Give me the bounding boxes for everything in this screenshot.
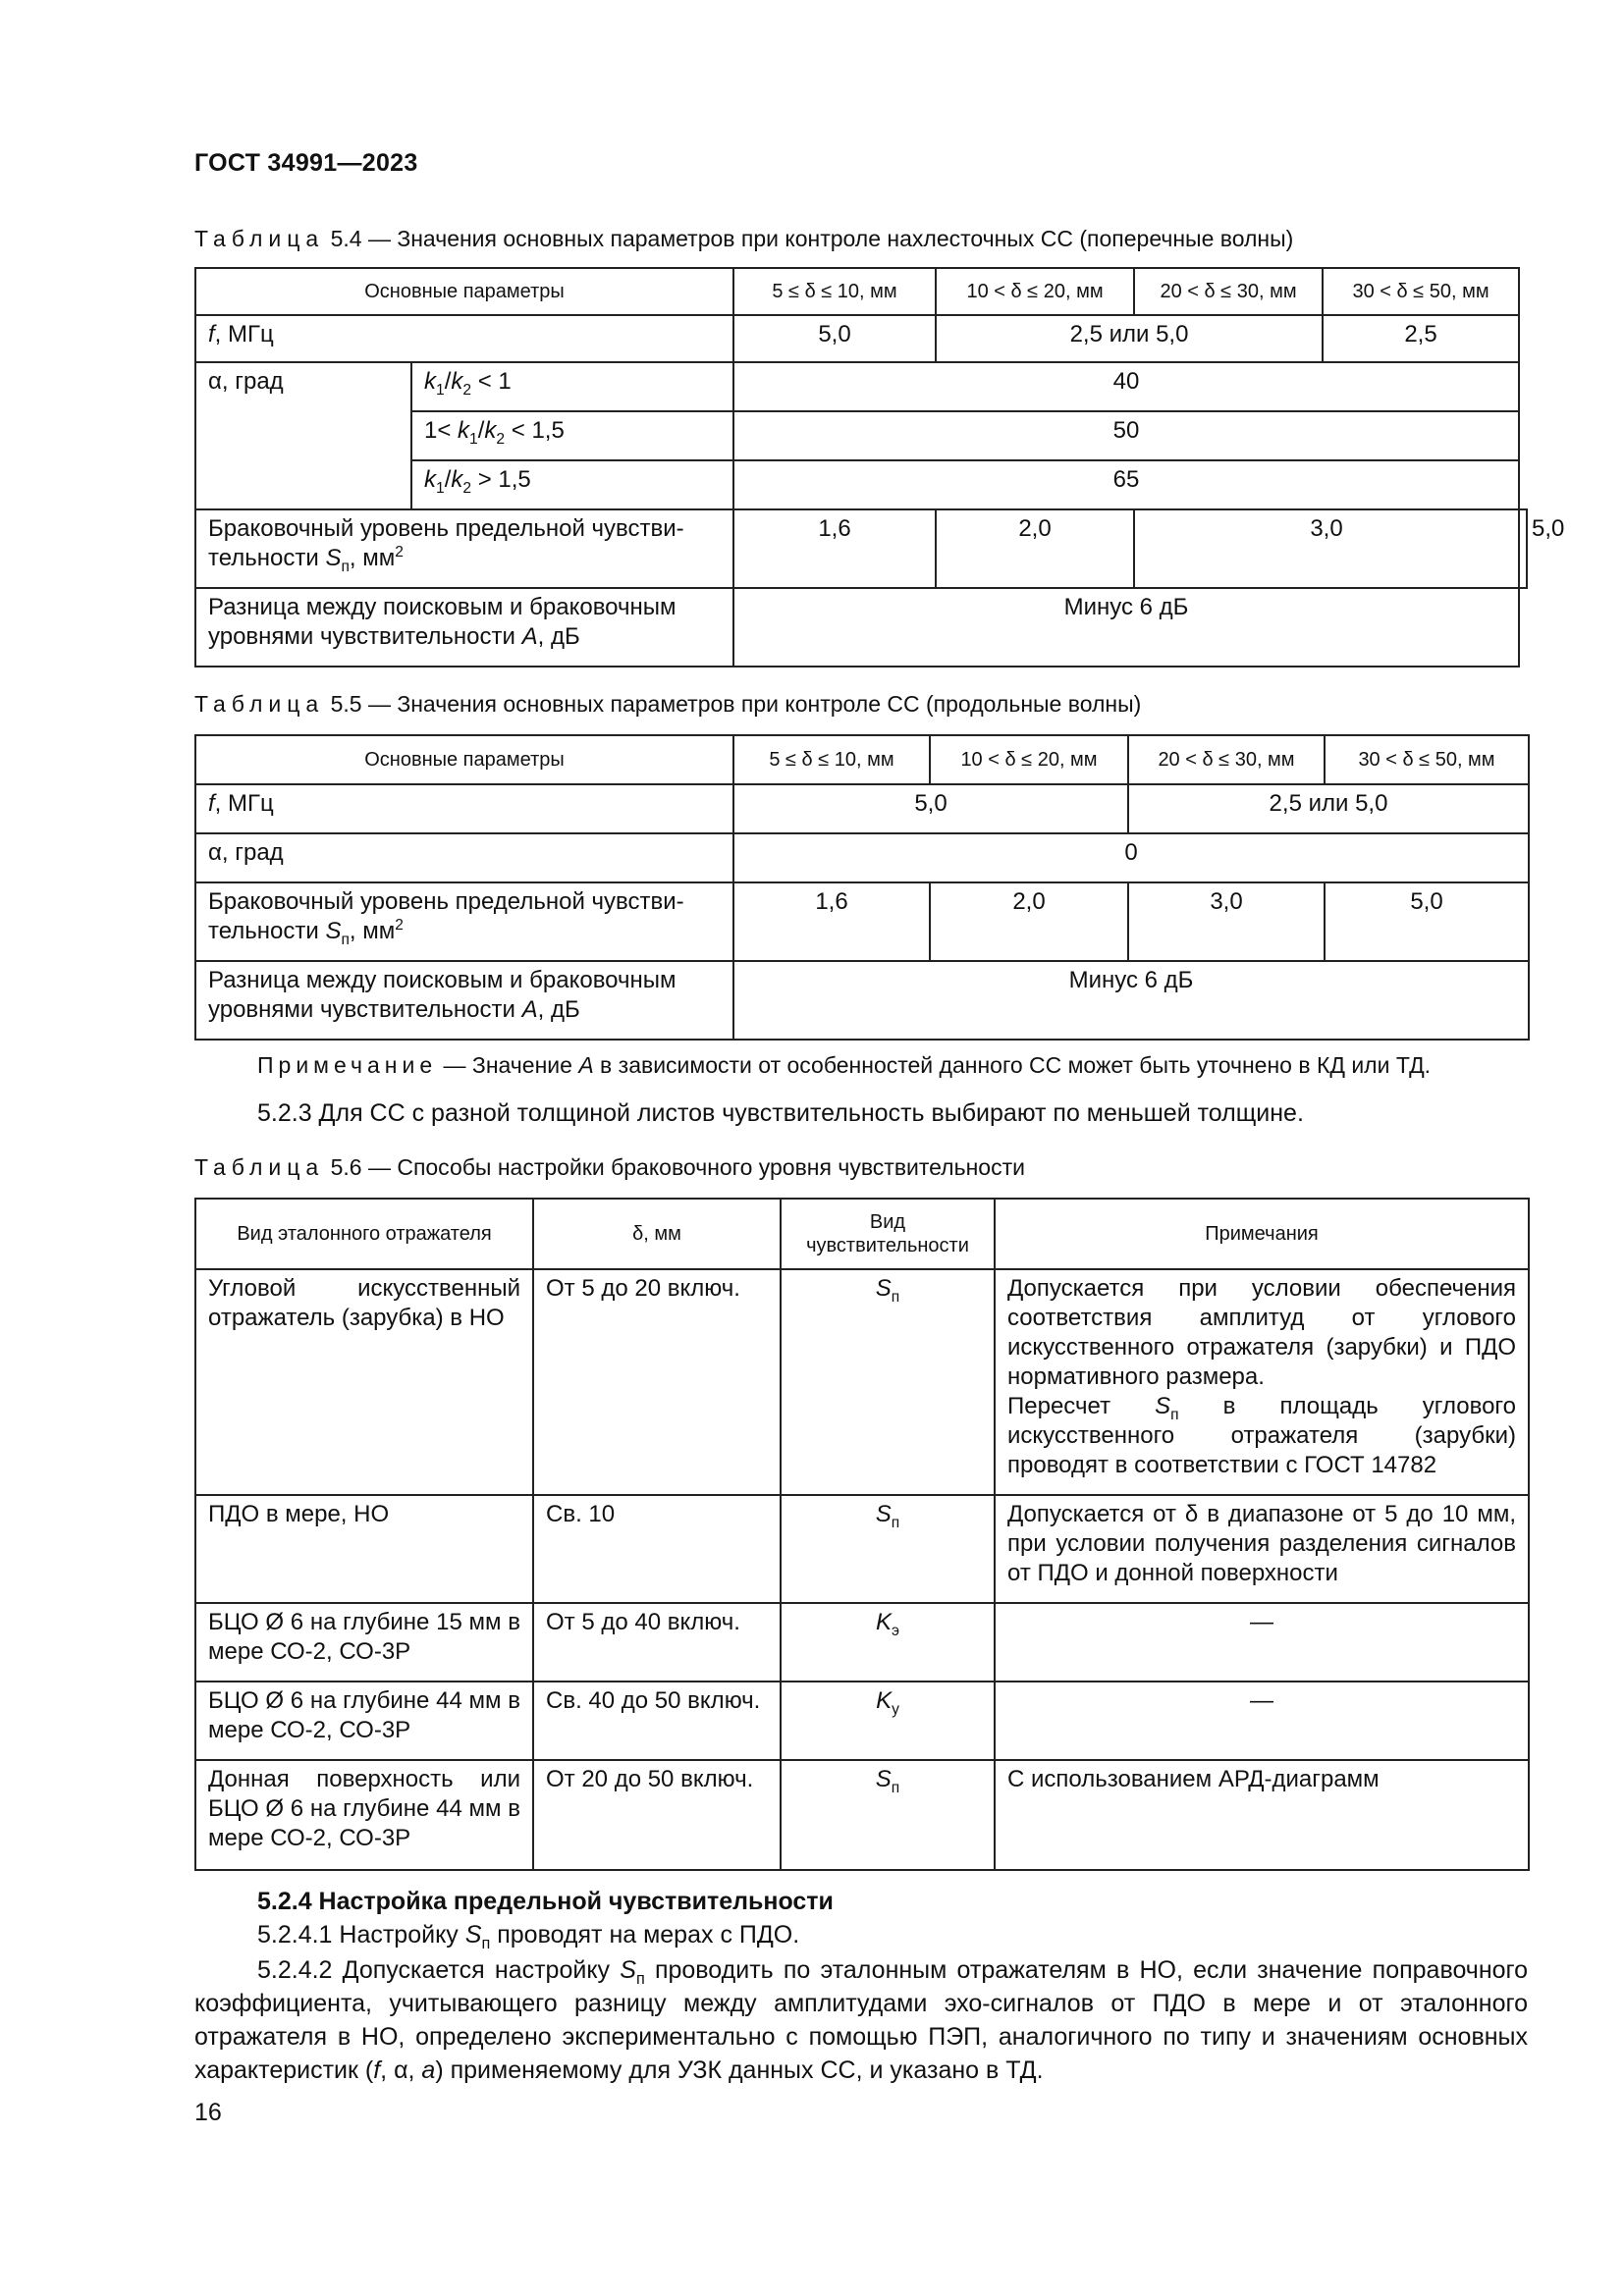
page-number: 16 bbox=[194, 2099, 222, 2126]
note-cell: Допускается при условии обеспечения соответствия амплитуд от углового искусственного отражателя (зарубки) и ПДО нормативного размера. Пересчет $S_п$ в площадь углового искусственного отражателя (зарубки) проводят в соответствии с ГОСТ 14782 bbox=[995, 1269, 1529, 1495]
section-heading: 5.2.4 Настройка предельной чувствительности bbox=[257, 1888, 834, 1915]
header-cell: 10 < δ ≤ 20, мм bbox=[930, 735, 1128, 784]
reject-label: Браковочный уровень предельной чувстви- тельности $S_п$, $мм^2$ bbox=[195, 509, 733, 588]
f-unit: МГц bbox=[228, 321, 274, 347]
reject-value: 5,0 bbox=[1325, 882, 1529, 961]
f-value: 5,0 bbox=[733, 784, 1128, 833]
header-cell: Основные параметры bbox=[195, 268, 733, 315]
delta-cell: Св. 40 до 50 включ. bbox=[533, 1682, 781, 1760]
delta-cell: От 5 до 20 включ. bbox=[533, 1269, 781, 1495]
f-value: 2,5 или 5,0 bbox=[936, 315, 1323, 362]
header-cell: 5 ≤ δ ≤ 10, мм bbox=[733, 268, 936, 315]
paragraph-5-2-4-1: 5.2.4.1 Настройку $S_п$ проводят на мерах с ПДО. bbox=[257, 1921, 800, 1952]
alpha-value: 0 bbox=[733, 833, 1529, 882]
header-cell: 5 ≤ δ ≤ 10, мм bbox=[733, 735, 930, 784]
caption-prefix: Таблица bbox=[194, 226, 325, 251]
paragraph-5-2-4-2: 5.2.4.2 Допускается настройку $S_п$ проводить по эталонным отражателям в НО, если значение поправочного коэффициента, учитывающего разницу между амплитудами эхо-сигналов от ПДО в мере и от эталонного отражателя в НО, определено экспериментально с помощью ПЭП, аналогичного по типу и значениям основных характеристик (f, α, a) применяемому для УЗК данных СС, и указано в ТД. bbox=[194, 1956, 1529, 2084]
diff-value: Минус 6 дБ bbox=[733, 961, 1529, 1040]
alpha-value: 50 bbox=[733, 411, 1519, 460]
reflector-cell: Донная поверхность или БЦО Ø 6 на глубине 44 мм в мере СО-2, СО-3Р bbox=[195, 1760, 533, 1870]
note-cell: — bbox=[995, 1682, 1529, 1760]
f-label-cell: f, МГц bbox=[195, 784, 733, 833]
reject-value: 1,6 bbox=[733, 882, 930, 961]
reject-value: 3,0 bbox=[1128, 882, 1325, 961]
table-note: Примечание — Значение A в зависимости от особенностей данного СС может быть уточнено в КД или ТД. bbox=[257, 1052, 1432, 1078]
reject-value: 2,0 bbox=[936, 509, 1134, 588]
alpha-condition: $k_1/k_2 < 1$ bbox=[411, 362, 733, 411]
delta-cell: От 20 до 50 включ. bbox=[533, 1760, 781, 1870]
header-cell: 30 < δ ≤ 50, мм bbox=[1325, 735, 1529, 784]
reject-value: 5,0 bbox=[1519, 509, 1527, 588]
reflector-cell: Угловой искусственный отражатель (зарубка) в НО bbox=[195, 1269, 533, 1495]
alpha-value: 65 bbox=[733, 460, 1519, 509]
reflector-cell: БЦО Ø 6 на глубине 44 мм в мере СО-2, СО-3Р bbox=[195, 1682, 533, 1760]
f-value: 2,5 или 5,0 bbox=[1128, 784, 1529, 833]
diff-label: Разница между поисковым и браковочным уровнями чувствительности A, дБ bbox=[195, 961, 733, 1040]
header-cell: 30 < δ ≤ 50, мм bbox=[1323, 268, 1519, 315]
header-cell: 10 < δ ≤ 20, мм bbox=[936, 268, 1134, 315]
f-label-cell: f, МГц bbox=[195, 315, 733, 362]
header-cell: Вид чувствительности bbox=[781, 1199, 995, 1269]
table-5-6 bbox=[194, 1198, 1530, 1871]
alpha-label: α, град bbox=[195, 362, 411, 509]
diff-label: Разница между поисковым и браковочным уровнями чувствительности A, дБ bbox=[195, 588, 733, 667]
note-cell: Допускается от δ в диапазоне от 5 до 10 мм, при условии получения разделения сигналов от ПДО и донной поверхности bbox=[995, 1495, 1529, 1603]
sensitivity-cell: $K_у$ bbox=[781, 1682, 995, 1760]
alpha-condition: $1< k_1/k_2 < 1,5$ bbox=[411, 411, 733, 460]
header-cell: Примечания bbox=[995, 1199, 1529, 1269]
header-cell: δ, мм bbox=[533, 1199, 781, 1269]
caption-prefix: Таблица bbox=[194, 1154, 325, 1180]
table-5-6-caption bbox=[194, 1154, 1025, 1181]
header-cell: 20 < δ ≤ 30, мм bbox=[1128, 735, 1325, 784]
header-cell: Основные параметры bbox=[195, 735, 733, 784]
table-5-5-caption bbox=[194, 691, 1141, 718]
f-value: 5,0 bbox=[733, 315, 936, 362]
delta-cell: От 5 до 40 включ. bbox=[533, 1603, 781, 1682]
diff-value: Минус 6 дБ bbox=[733, 588, 1519, 667]
header-cell: Вид эталонного отражателя bbox=[195, 1199, 533, 1269]
reject-value: 2,0 bbox=[930, 882, 1128, 961]
alpha-label: α, град bbox=[195, 833, 733, 882]
table-5-5 bbox=[194, 734, 1530, 1041]
caption-text: 5.6 — Способы настройки браковочного уровня чувствительности bbox=[324, 1154, 1025, 1180]
header-cell: 20 < δ ≤ 30, мм bbox=[1134, 268, 1323, 315]
table-5-4 bbox=[194, 267, 1565, 667]
sensitivity-cell: $S_п$ bbox=[781, 1760, 995, 1870]
caption-text: 5.4 — Значения основных параметров при контроле нахлесточных СС (поперечные волны) bbox=[324, 226, 1294, 251]
sensitivity-cell: $S_п$ bbox=[781, 1269, 995, 1495]
alpha-condition: $k_1/k_2 > 1,5$ bbox=[411, 460, 733, 509]
caption-text: 5.5 — Значения основных параметров при контроле СС (продольные волны) bbox=[324, 691, 1142, 717]
note-cell: — bbox=[995, 1603, 1529, 1682]
reject-label: Браковочный уровень предельной чувстви- тельности $S_п$, $мм^2$ bbox=[195, 882, 733, 961]
table-5-4-caption bbox=[194, 226, 1293, 252]
note-cell: С использованием АРД-диаграмм bbox=[995, 1760, 1529, 1870]
f-value: 2,5 bbox=[1323, 315, 1519, 362]
reject-value: 3,0 bbox=[1134, 509, 1519, 588]
standard-header: ГОСТ 34991—2023 bbox=[194, 149, 418, 177]
caption-prefix: Таблица bbox=[194, 691, 325, 717]
delta-cell: Св. 10 bbox=[533, 1495, 781, 1603]
alpha-value: 40 bbox=[733, 362, 1519, 411]
reflector-cell: БЦО Ø 6 на глубине 15 мм в мере СО-2, СО-3Р bbox=[195, 1603, 533, 1682]
paragraph-5-2-3: 5.2.3 Для СС с разной толщиной листов чувствительность выбирают по меньшей толщине. bbox=[257, 1099, 1304, 1127]
sensitivity-cell: $K_э$ bbox=[781, 1603, 995, 1682]
reflector-cell: ПДО в мере, НО bbox=[195, 1495, 533, 1603]
reject-value: 1,6 bbox=[733, 509, 936, 588]
sensitivity-cell: $S_п$ bbox=[781, 1495, 995, 1603]
